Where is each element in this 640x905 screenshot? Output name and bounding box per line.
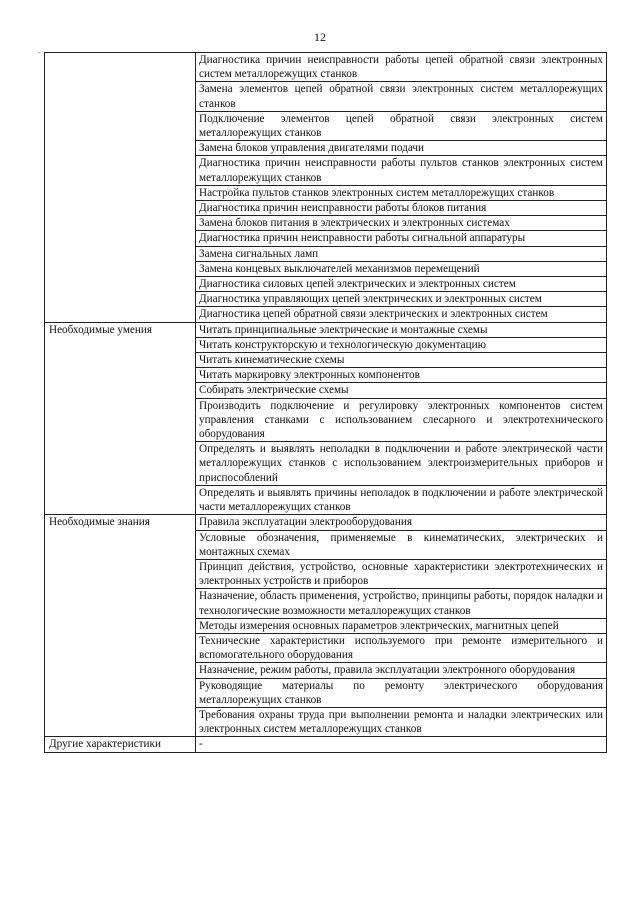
section-item: Собирать электрические схемы xyxy=(196,383,607,398)
section-label: Необходимые умения xyxy=(45,322,196,515)
section-item: Диагностика силовых цепей электрических и электронных систем xyxy=(196,277,607,292)
section-item: Читать маркировку электронных компонентов xyxy=(196,368,607,383)
table-row xyxy=(45,53,607,82)
section-item: Условные обозначения, применяемые в кинематических, электрических и монтажных схемах xyxy=(196,530,607,559)
section-item: Диагностика управляющих цепей электрических и электронных систем xyxy=(196,292,607,307)
section-item: Определять и выявлять неполадки в подключении и работе электрической части металлорежущих станков с использованием электроизмерительных приборов и приспособлений xyxy=(196,442,607,486)
section-label: Другие характеристики xyxy=(45,737,196,752)
margin-mark: - xyxy=(38,48,41,57)
section-label: Необходимые знания xyxy=(45,515,196,737)
section-item: Назначение, область применения, устройство, принципы работы, порядок наладки и технологические возможности металлорежущих станков xyxy=(196,589,607,618)
table-row xyxy=(45,515,607,530)
section-item: Диагностика причин неисправности работы блоков питания xyxy=(196,201,607,216)
section-item: Настройка пультов станков электронных систем металлорежущих станков xyxy=(196,185,607,200)
section-item: Замена блоков питания в электрических и электронных системах xyxy=(196,216,607,231)
page-number: 12 xyxy=(314,30,326,44)
section-item: Замена блоков управления двигателями подачи xyxy=(196,141,607,156)
section-item: Определять и выявлять причины неполадок в подключении и работе электрической части металлорежущих станков xyxy=(196,485,607,514)
section-item: Производить подключение и регулировку электронных компонентов систем управления станками с использованием слесарного и электротехнического оборудования xyxy=(196,398,607,442)
section-item: Замена концевых выключателей механизмов перемещений xyxy=(196,261,607,276)
section-item: Технические характеристики используемого при ремонте измерительного и вспомогательного оборудования xyxy=(196,633,607,662)
requirements-table xyxy=(44,52,607,753)
table-row xyxy=(45,322,607,337)
table-row xyxy=(45,737,607,752)
section-item: Диагностика причин неисправности работы пультов станков электронных систем металлорежущих станков xyxy=(196,156,607,185)
section-item: Читать кинематические схемы xyxy=(196,353,607,368)
section-item: - xyxy=(196,737,607,752)
section-item: Принцип действия, устройство, основные характеристики электротехнических и электронных устройств и приборов xyxy=(196,559,607,588)
section-item: Диагностика причин неисправности работы цепей обратной связи электронных систем металлорежущих станков xyxy=(196,53,607,82)
section-item: Диагностика причин неисправности работы сигнальной аппаратуры xyxy=(196,231,607,246)
section-item: Замена элементов цепей обратной связи электронных систем металлорежущих станков xyxy=(196,82,607,111)
section-item: Назначение, режим работы, правила эксплуатации электронного оборудования xyxy=(196,663,607,678)
section-item: Требования охраны труда при выполнении ремонта и наладки электрических или электронных систем металлорежущих станков xyxy=(196,707,607,736)
section-label xyxy=(45,53,196,323)
section-item: Подключение элементов цепей обратной связи электронных систем металлорежущих станков xyxy=(196,111,607,140)
section-item: Диагностика цепей обратной связи электрических и электронных систем xyxy=(196,307,607,322)
section-item: Читать конструкторскую и технологическую документацию xyxy=(196,337,607,352)
section-item: Методы измерения основных параметров электрических, магнитных цепей xyxy=(196,618,607,633)
section-item: Руководящие материалы по ремонту электрического оборудования металлорежущих станков xyxy=(196,678,607,707)
section-item: Замена сигнальных ламп xyxy=(196,246,607,261)
section-item: Читать принципиальные электрические и монтажные схемы xyxy=(196,322,607,337)
section-item: Правила эксплуатации электрооборудования xyxy=(196,515,607,530)
